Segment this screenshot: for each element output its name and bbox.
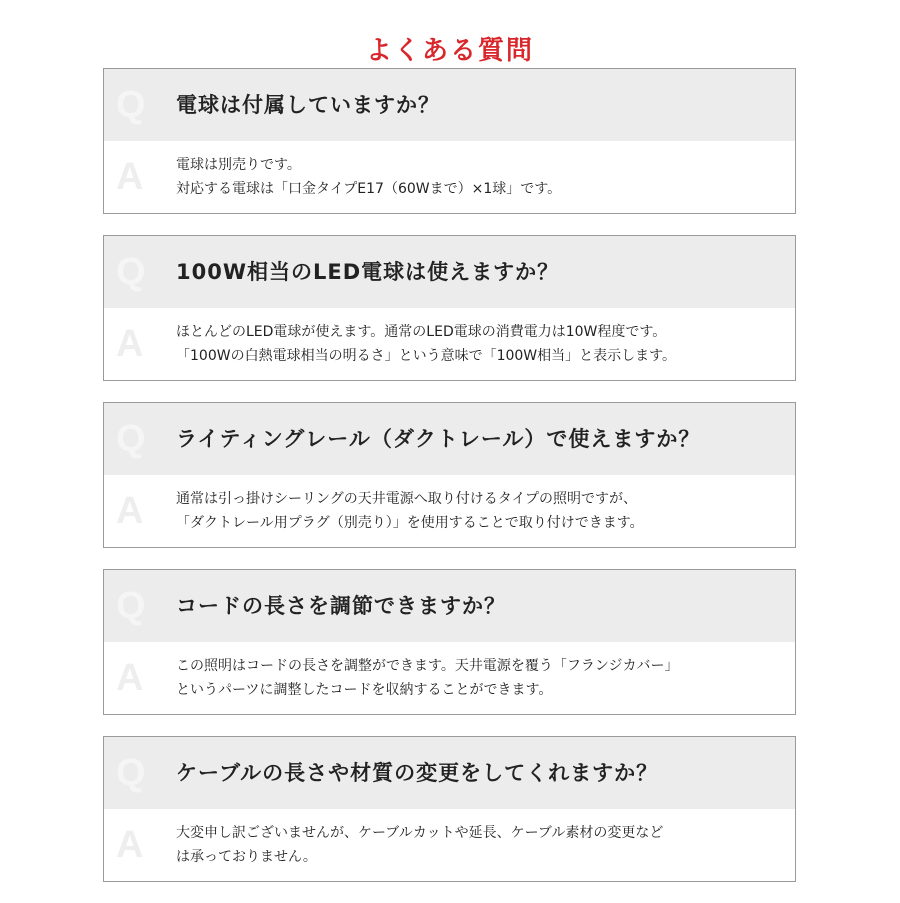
faq-item [103,68,796,214]
faq-question: 電球は付属していますか？ [176,93,440,117]
faq-item [103,569,796,715]
faq-question-row [104,236,795,308]
faq-item [103,736,796,882]
faq-answer [176,320,676,368]
faq-question-row [104,403,795,475]
q-mark: Q [116,418,146,460]
a-mark: A [116,156,144,198]
faq-answer-line: というパーツに調整したコードを収納することができます。 [176,682,553,698]
a-mark: A [116,824,144,866]
q-mark: Q [116,585,146,627]
a-mark: A [116,323,144,365]
faq-list [103,68,796,903]
faq-answer-row [104,642,795,714]
faq-answer [176,153,561,201]
faq-answer-row [104,308,795,380]
a-mark: A [116,657,144,699]
faq-question-row [104,69,795,141]
faq-answer-row [104,141,795,213]
faq-answer-line: この照明はコードの長さを調整ができます。天井電源を覆う「フランジカバー」 [176,658,679,674]
faq-answer-line: 対応する電球は「口金タイプE17（60Wまで）×1球」です。 [176,181,562,197]
faq-question: 100W相当のLED電球は使えますか？ [176,260,560,284]
faq-answer-line: は承っておりません。 [176,849,317,865]
q-mark: Q [116,752,146,794]
faq-answer-line: 電球は別売りです。 [176,157,301,173]
faq-item [103,235,796,381]
faq-answer-line: 通常は引っ掛けシーリングの天井電源へ取り付けるタイプの照明ですが、 [176,491,638,507]
faq-answer [176,654,679,702]
faq-answer-line: 「ダクトレール用プラグ（別売り）」を使用することで取り付けできます。 [176,515,644,531]
faq-answer-line: 大変申し訳ございませんが、ケーブルカットや延長、ケーブル素材の変更など [176,825,664,841]
faq-answer-row [104,475,795,547]
faq-question: ライティングレール（ダクトレール）で使えますか？ [176,427,701,451]
faq-question-row [104,737,795,809]
faq-question-row [104,570,795,642]
faq-answer [176,821,663,869]
q-mark: Q [116,251,146,293]
faq-answer [176,487,644,535]
faq-answer-row [104,809,795,881]
faq-answer-line: ほとんどのLED電球が使えます。通常のLED電球の消費電力は10W程度です。 [176,324,667,340]
q-mark: Q [116,84,146,126]
faq-answer-line: 「100Wの白熱電球相当の明るさ」という意味で「100W相当」と表示します。 [176,348,677,364]
page-title: よくある質問 [365,36,534,67]
faq-item [103,402,796,548]
faq-question: ケーブルの長さや材質の変更をしてくれますか？ [176,761,659,785]
a-mark: A [116,490,144,532]
faq-question: コードの長さを調節できますか？ [176,594,506,618]
